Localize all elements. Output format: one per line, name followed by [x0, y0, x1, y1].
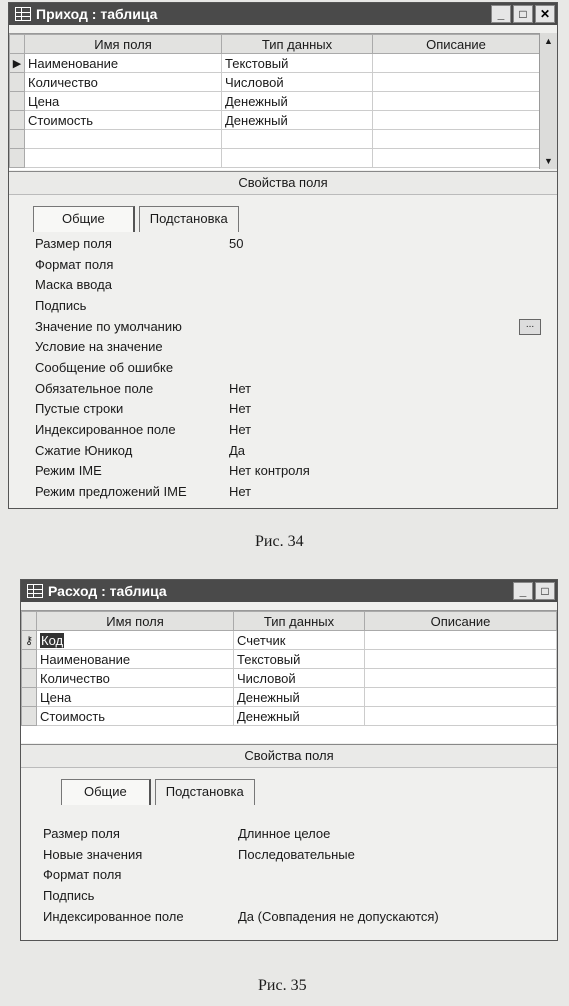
description-cell[interactable]: [373, 92, 540, 111]
data-type-cell[interactable]: Денежный: [222, 92, 373, 111]
property-label: Режим IME: [35, 463, 102, 479]
minimize-button[interactable]: _: [513, 582, 533, 600]
property-row[interactable]: [35, 378, 535, 399]
property-row[interactable]: [35, 419, 535, 440]
property-label: Обязательное поле: [35, 380, 154, 396]
field-name-cell[interactable]: Цена: [25, 92, 222, 111]
property-value[interactable]: Нет контроля: [229, 463, 310, 479]
property-row[interactable]: [35, 357, 535, 378]
row-selector[interactable]: [10, 149, 25, 168]
data-type-cell[interactable]: [222, 149, 373, 168]
property-label: Значение по умолчанию: [35, 318, 182, 334]
data-type-cell[interactable]: Счетчик: [234, 631, 365, 650]
col-header-data-type: Тип данных: [234, 612, 365, 631]
table-icon: [27, 584, 43, 598]
col-header-field-name: Имя поля: [25, 35, 222, 54]
field-name-cell[interactable]: Наименование: [25, 54, 222, 73]
property-row[interactable]: [35, 399, 535, 420]
property-label: Размер поля: [35, 235, 112, 251]
property-value[interactable]: Нет: [229, 422, 252, 438]
property-value[interactable]: Нет: [229, 380, 252, 396]
row-selector[interactable]: [10, 130, 25, 149]
key-icon[interactable]: ⚷: [22, 631, 37, 650]
data-type-cell[interactable]: Денежный: [222, 111, 373, 130]
property-row[interactable]: [35, 316, 535, 337]
data-type-cell[interactable]: Числовой: [234, 669, 365, 688]
title-bar: [21, 580, 557, 602]
property-label: Подпись: [43, 887, 95, 903]
table-row[interactable]: [10, 92, 540, 111]
property-value[interactable]: Длинное целое: [238, 825, 331, 841]
property-row[interactable]: [35, 440, 535, 461]
table-row[interactable]: [22, 650, 557, 669]
property-value[interactable]: Да (Совпадения не допускаются): [238, 908, 439, 924]
field-grid: [21, 610, 557, 743]
table-row[interactable]: [10, 54, 540, 73]
description-cell[interactable]: [373, 130, 540, 149]
tab-general[interactable]: Общие: [33, 206, 135, 232]
properties-list: [43, 823, 543, 926]
property-row[interactable]: [43, 864, 543, 885]
property-row[interactable]: [43, 844, 543, 865]
description-cell[interactable]: [373, 111, 540, 130]
description-cell[interactable]: [365, 688, 557, 707]
field-name-cell[interactable]: Стоимость: [25, 111, 222, 130]
description-cell[interactable]: [373, 73, 540, 92]
scroll-up-arrow-icon[interactable]: ▲: [544, 36, 553, 46]
property-label: Новые значения: [43, 846, 143, 862]
title-bar: [9, 3, 557, 25]
property-label: Сообщение об ошибке: [35, 359, 174, 375]
row-selector[interactable]: [22, 707, 37, 726]
property-row[interactable]: [35, 295, 535, 316]
property-value[interactable]: Да: [229, 442, 246, 458]
row-selector[interactable]: [10, 111, 25, 130]
table-row[interactable]: [22, 669, 557, 688]
description-cell[interactable]: [365, 650, 557, 669]
property-label: Режим предложений IME: [35, 484, 187, 500]
property-row[interactable]: [35, 274, 535, 295]
maximize-button[interactable]: □: [535, 582, 555, 600]
window-title: Расход : таблица: [48, 583, 167, 599]
properties-list: [35, 233, 535, 502]
scroll-down-arrow-icon[interactable]: ▼: [544, 156, 553, 166]
table-row[interactable]: [10, 130, 540, 149]
tab-general[interactable]: Общие: [61, 779, 151, 805]
tab-lookup[interactable]: Подстановка: [155, 779, 255, 805]
data-type-cell[interactable]: [222, 130, 373, 149]
field-name-cell[interactable]: [37, 631, 234, 650]
field-name-cell[interactable]: Цена: [37, 688, 234, 707]
row-selector[interactable]: [22, 650, 37, 669]
table-row[interactable]: [22, 688, 557, 707]
property-row[interactable]: [43, 823, 543, 844]
property-row[interactable]: [43, 885, 543, 906]
property-row[interactable]: [35, 481, 535, 502]
table-icon: [15, 7, 31, 21]
field-properties-header: Свойства поля: [21, 744, 557, 768]
property-label: Пустые строки: [35, 401, 124, 417]
row-selector[interactable]: [22, 669, 37, 688]
table-row[interactable]: [10, 149, 540, 168]
row-selector[interactable]: [10, 73, 25, 92]
table-row[interactable]: [22, 631, 557, 650]
table-row[interactable]: [10, 111, 540, 130]
property-label: Индексированное поле: [35, 422, 176, 438]
row-selector[interactable]: [22, 688, 37, 707]
field-name-cell[interactable]: [25, 130, 222, 149]
minimize-button[interactable]: _: [491, 5, 511, 23]
property-value[interactable]: Последовательные: [238, 846, 355, 862]
data-type-cell[interactable]: Текстовый: [234, 650, 365, 669]
data-type-cell[interactable]: Денежный: [234, 707, 365, 726]
corner-cell: [22, 612, 37, 631]
row-pointer-icon[interactable]: ▶: [10, 54, 25, 73]
maximize-button[interactable]: □: [513, 5, 533, 23]
description-cell[interactable]: [365, 631, 557, 650]
property-label: Формат поля: [35, 256, 114, 272]
description-cell[interactable]: [373, 54, 540, 73]
build-ellipsis-button[interactable]: ...: [519, 319, 541, 335]
property-row[interactable]: [43, 906, 543, 927]
table-design-window-prikhod: [8, 2, 558, 509]
property-label: Индексированное поле: [43, 908, 184, 924]
col-header-description: Описание: [373, 35, 540, 54]
description-cell[interactable]: [373, 149, 540, 168]
row-selector[interactable]: [10, 92, 25, 111]
property-row[interactable]: [35, 233, 535, 254]
figure-caption-34: Рис. 34: [255, 533, 304, 550]
property-label: Сжатие Юникод: [35, 442, 133, 458]
property-value[interactable]: 50: [229, 235, 244, 251]
property-label: Подпись: [35, 297, 87, 313]
description-cell[interactable]: [365, 669, 557, 688]
close-button[interactable]: ✕: [535, 5, 555, 23]
table-row[interactable]: [22, 707, 557, 726]
property-label: Размер поля: [43, 825, 120, 841]
property-label: Формат поля: [43, 867, 122, 883]
field-name-cell[interactable]: [25, 149, 222, 168]
field-name-cell[interactable]: Наименование: [37, 650, 234, 669]
description-cell[interactable]: [365, 707, 557, 726]
field-name-cell[interactable]: Количество: [25, 73, 222, 92]
property-row[interactable]: [35, 254, 535, 275]
field-name-cell[interactable]: Количество: [37, 669, 234, 688]
data-type-cell[interactable]: Текстовый: [222, 54, 373, 73]
property-row[interactable]: [35, 336, 535, 357]
property-label: Условие на значение: [35, 339, 163, 355]
property-value[interactable]: Нет: [229, 401, 252, 417]
property-value[interactable]: Нет: [229, 484, 252, 500]
corner-cell: [10, 35, 25, 54]
data-type-cell[interactable]: Денежный: [234, 688, 365, 707]
property-label: Маска ввода: [35, 277, 112, 293]
col-header-data-type: Тип данных: [222, 35, 373, 54]
data-type-cell[interactable]: Числовой: [222, 73, 373, 92]
col-header-field-name: Имя поля: [37, 612, 234, 631]
table-row[interactable]: [10, 73, 540, 92]
selected-field-name[interactable]: Код: [41, 632, 64, 648]
field-grid: [9, 33, 540, 170]
vertical-scrollbar[interactable]: [539, 33, 557, 169]
field-name-cell[interactable]: Стоимость: [37, 707, 234, 726]
field-properties-header: Свойства поля: [9, 171, 557, 195]
window-title: Приход : таблица: [36, 6, 158, 22]
figure-caption-35: Рис. 35: [258, 977, 307, 994]
tab-lookup[interactable]: Подстановка: [139, 206, 239, 232]
property-row[interactable]: [35, 461, 535, 482]
table-design-window-raskhod: [20, 579, 558, 941]
col-header-description: Описание: [365, 612, 557, 631]
